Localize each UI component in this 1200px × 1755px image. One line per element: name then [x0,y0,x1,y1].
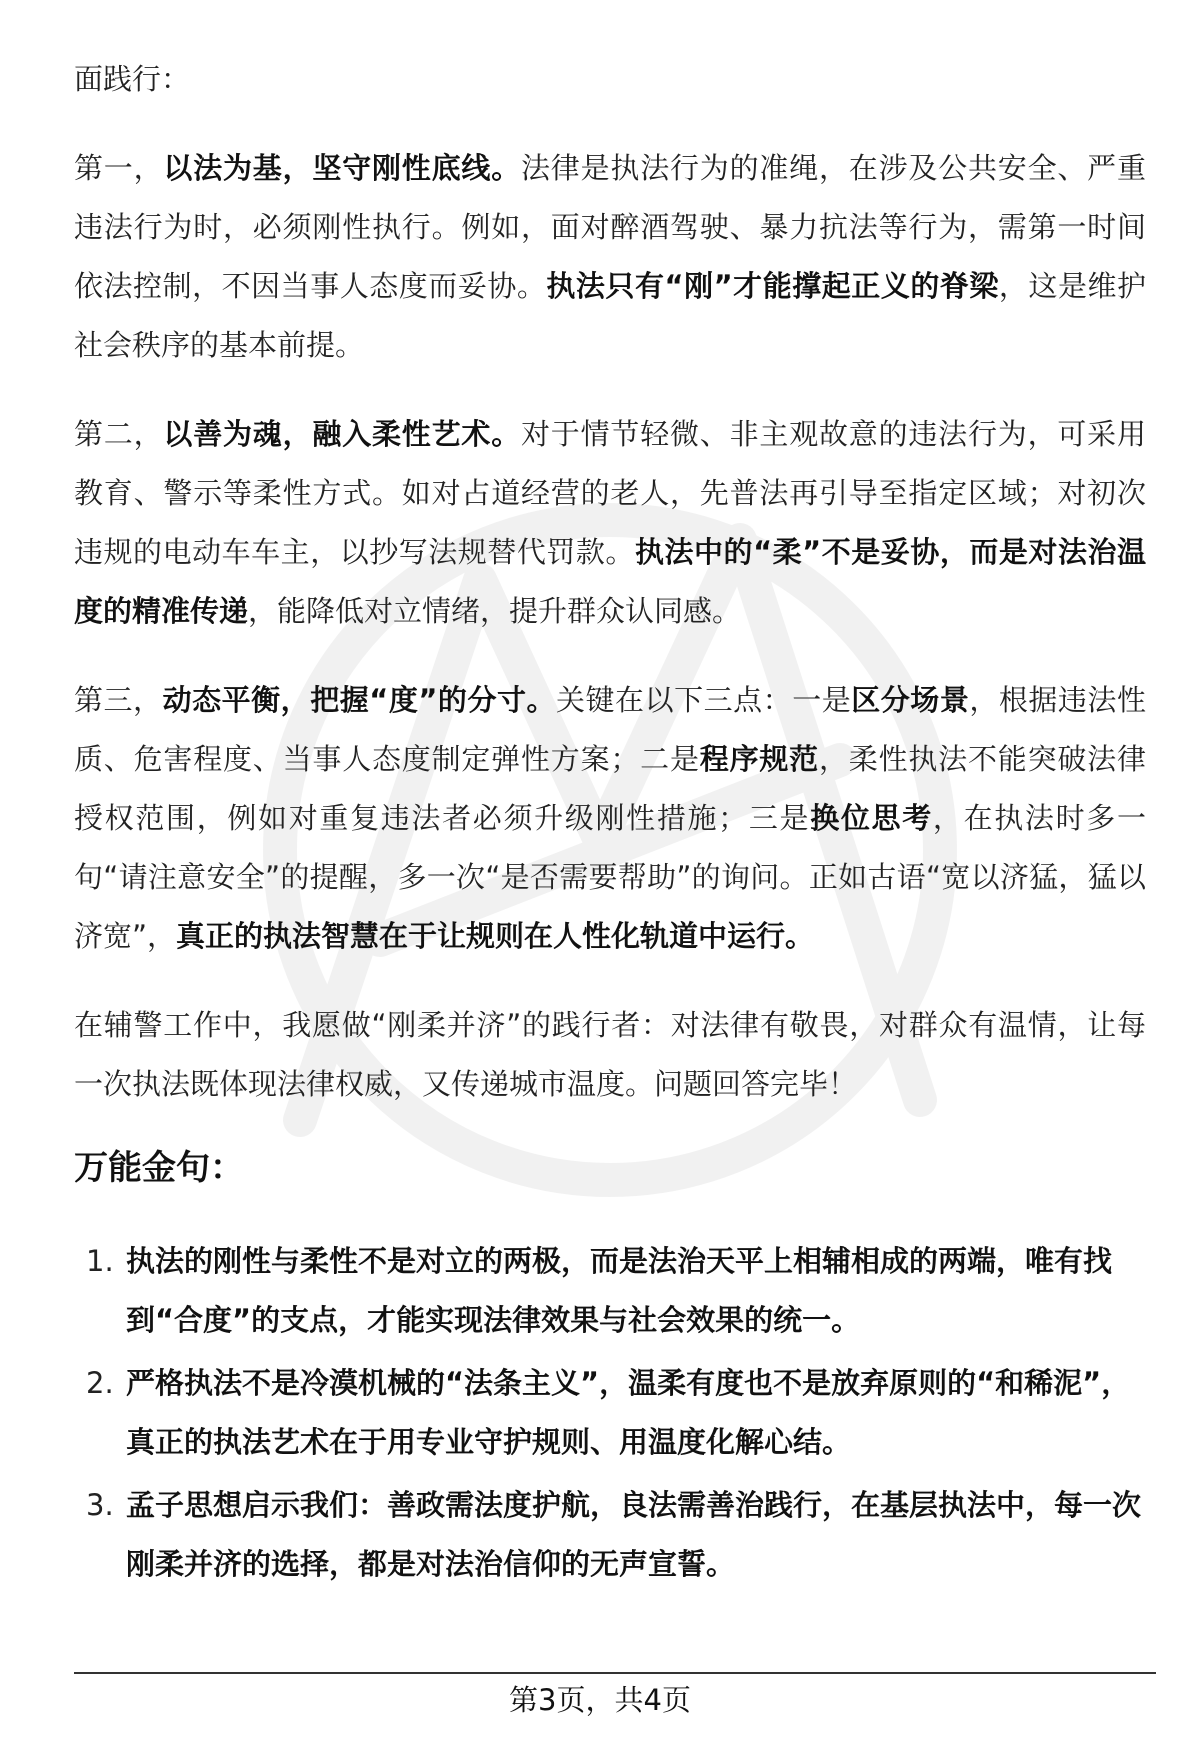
p3-emphasis: 真正的执法智慧在于让规则在人性化轨道中运行。 [176,919,815,953]
list-item [74,1354,1146,1472]
p2-end: ，能降低对立情绪，提升群众认同感。 [248,594,742,628]
p2-lead: 第二， [74,417,164,451]
p3-body-2: ，根据违法性质、危害程度、当事人态度制定弹性方案；二是 [74,683,1146,776]
section-heading: 万能金句： [74,1148,244,1188]
p3-point-1: 区分场景 [851,683,970,717]
footer-divider [74,1672,1156,1674]
p3-lead: 第三， [74,683,163,717]
p2-emphasis: 执法中的“柔”不是妥协，而是对法治温度的精准传递 [74,535,1146,628]
intro-text: 面践行： [74,62,191,96]
list-number: 2. [86,1366,114,1400]
p1-lead: 第一， [74,151,164,185]
p3-point-2: 程序规范 [699,742,819,776]
p3-body-1: 关键在以下三点：一是 [556,683,852,717]
list-item [74,1232,1146,1350]
p3-topic: 动态平衡，把握“度”的分寸。 [162,683,557,717]
p1-body: 法律是执法行为的准绳，在涉及公共安全、严重违法行为时，必须刚性执行。例如，面对醉酒驾驶、暴力抗法等行为，需第一时间依法控制，不因当事人态度而妥协。 [74,151,1146,303]
paragraph-third [74,671,1146,966]
list-text: 执法的刚性与柔性不是对立的两极，而是法治天平上相辅相成的两端，唯有找到“合度”的支点，才能实现法律效果与社会效果的统一。 [126,1244,1113,1337]
list-text: 孟子思想启示我们：善政需法度护航，良法需善治践行，在基层执法中，每一次刚柔并济的选择，都是对法治信仰的无声宣誓。 [126,1488,1142,1581]
p3-body-3: ，柔性执法不能突破法律授权范围，例如对重复违法者必须升级刚性措施；三是 [74,742,1146,835]
page-number: 第3页，共4页 [509,1683,691,1717]
p3-point-3: 换位思考 [810,801,933,835]
list-number: 3. [86,1488,114,1522]
p1-emphasis: 执法只有“刚”才能撑起正义的脊梁 [546,269,999,303]
p2-body: 对于情节轻微、非主观故意的违法行为，可采用教育、警示等柔性方式。如对占道经营的老人，先普法再引导至指定区域；对初次违规的电动车车主，以抄写法规替代罚款。 [74,417,1146,569]
paragraph-second [74,405,1146,641]
p1-topic: 以法为基，坚守刚性底线。 [163,151,521,185]
p1-end: ，这是维护社会秩序的基本前提。 [74,269,1146,362]
list-item [74,1476,1146,1594]
quote-list [74,1232,1146,1594]
paragraph-first [74,139,1146,375]
p2-topic: 以善为魂，融入柔性艺术。 [163,417,521,451]
list-text: 严格执法不是冷漠机械的“法条主义”，温柔有度也不是放弃原则的“和稀泥”，真正的执法艺术在于用专业守护规则、用温度化解心结。 [126,1366,1131,1459]
p3-body-4: ，在执法时多一句“请注意安全”的提醒，多一次“是否需要帮助”的询问。正如古语“宽以济猛，猛以济宽”， [74,801,1146,953]
paragraph-conclusion: 在辅警工作中，我愿做“刚柔并济”的践行者：对法律有敬畏，对群众有温情，让每一次执法既体现法律权威，又传递城市温度。问题回答完毕！ [74,1008,1146,1101]
list-number: 1. [86,1244,114,1278]
document-body [74,50,1146,1598]
